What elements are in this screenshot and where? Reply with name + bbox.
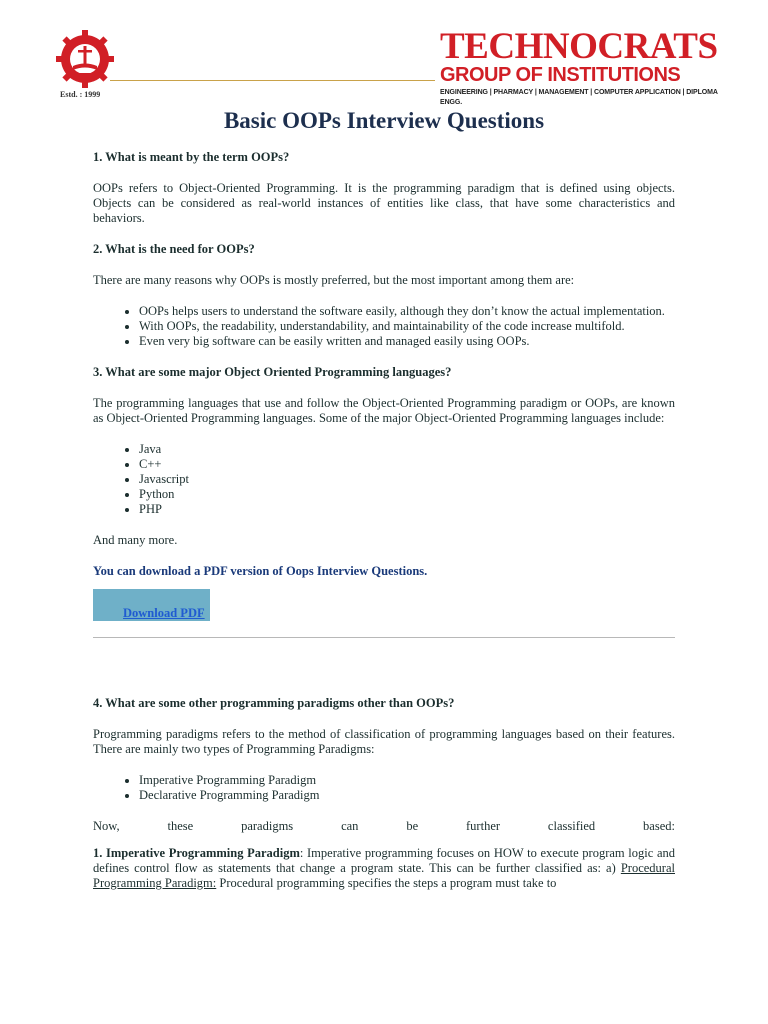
imperative-text: : Imperative programming focuses on HOW to execute program logic and defines control flow as statements that change a program state. This can be further classified as: a): [93, 846, 675, 875]
word: further: [466, 819, 501, 833]
word: Now,: [93, 819, 120, 833]
list-item: • Python: [139, 487, 675, 502]
question-1: 1. What is meant by the term OOPs?: [93, 150, 290, 164]
language-list: [93, 442, 675, 517]
header-divider: [110, 80, 435, 81]
question-2: 2. What is the need for OOPs?: [93, 242, 255, 256]
institution-logo: [54, 28, 116, 90]
procedural-text: Procedural programming specifies the steps a program must take to: [216, 876, 557, 890]
word: be: [406, 819, 419, 833]
answer-2-intro: There are many reasons why OOPs is mostly preferred, but the most important among them are:: [93, 273, 575, 287]
list-item: • C++: [139, 457, 675, 472]
section-divider: [93, 637, 675, 638]
download-note: You can download a PDF version of Oops Interview Questions.: [93, 564, 428, 578]
word: these: [167, 819, 194, 833]
word: paradigms: [241, 819, 294, 833]
list-item: • Javascript: [139, 472, 675, 487]
download-pdf-link[interactable]: Download PDF: [123, 606, 205, 620]
page-title: Basic OOPs Interview Questions: [223, 108, 545, 133]
brand-name: TECHNOCRATS: [440, 26, 718, 67]
list-item: • OOPs helps users to understand the software easily, although they don’t know the actual implementation.: [139, 304, 675, 319]
list-item: • Java: [139, 442, 675, 457]
word: classified: [547, 819, 596, 833]
brand-subtitle: GROUP OF INSTITUTIONS: [440, 64, 681, 86]
brand-disciplines: ENGINEERING | PHARMACY | MANAGEMENT | COMPUTER APPLICATION | DIPLOMA ENGG.: [440, 89, 718, 106]
list-item: • With OOPs, the readability, understandability, and maintainability of the code increase multifold.: [139, 319, 675, 334]
imperative-heading: 1. Imperative Programming Paradigm: [93, 846, 300, 860]
list-item: • PHP: [139, 502, 675, 517]
justified-line: [93, 819, 675, 834]
download-pdf-button[interactable]: [93, 589, 210, 621]
list-item: • Imperative Programming Paradigm: [139, 773, 675, 788]
answer-4-intro: Programming paradigms refers to the method of classification of programming languages based on their features. There are mainly two types of Programming Paradigms:: [93, 727, 675, 756]
established-year: Estd. : 1999: [60, 90, 101, 99]
question-4: 4. What are some other programming paradigms other than OOPs?: [93, 696, 455, 710]
word: can: [341, 819, 359, 833]
answer-3-intro: The programming languages that use and follow the Object-Oriented Programming paradigm or OOPs, are known as Object-Oriented Programming languages. Some of the major Object-Oriented Programming languages include:: [93, 396, 675, 425]
answer-1: OOPs refers to Object-Oriented Programming. It is the programming paradigm that is defined using objects. Objects can be considered as real-world instances of entities like class, that have some characteristics and behaviors.: [93, 181, 675, 225]
list-item: • Even very big software can be easily written and managed easily using OOPs.: [139, 334, 675, 349]
procedural-heading: Procedural Programming Paradigm:: [93, 861, 675, 890]
paradigm-list: [93, 773, 675, 803]
document-body: [93, 108, 675, 907]
brand-block: [440, 26, 732, 108]
answer-3-more: And many more.: [93, 533, 178, 547]
word: based:: [643, 819, 675, 833]
imperative-paradigm-paragraph: [93, 846, 675, 891]
answer-2-list: [93, 304, 675, 349]
question-3: 3. What are some major Object Oriented Programming languages?: [93, 365, 452, 379]
gear-emblem-icon: [54, 28, 116, 90]
list-item: • Declarative Programming Paradigm: [139, 788, 675, 803]
